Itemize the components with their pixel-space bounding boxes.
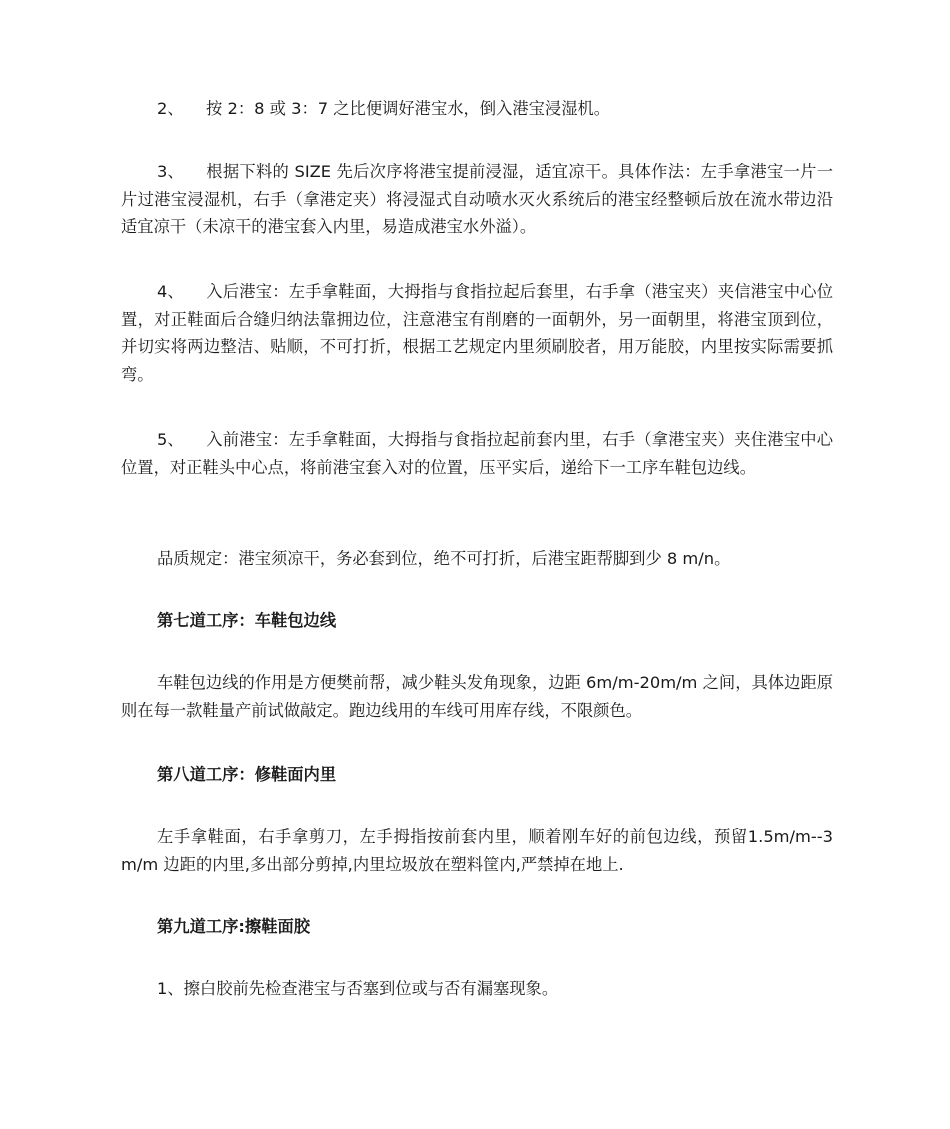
section-9-heading: 第九道工序:擦鞋面胶 — [157, 917, 311, 936]
step-5-text: 入前港宝：左手拿鞋面，大拇指与食指拉起前套内里，右手（拿港宝夹）夹住港宝中心位置，对正鞋头中心点，将前港宝套入对的位置，压平实后，递给下一工序车鞋包边线。 — [121, 430, 833, 477]
step-2-text: 按 2：8 或 3：7 之比便调好港宝水，倒入港宝浸湿机。 — [206, 99, 611, 118]
step-3-number: 3、 — [157, 162, 184, 181]
step-3-paragraph — [121, 158, 833, 241]
step-5-paragraph — [121, 426, 833, 481]
step-3-text: 根据下料的 SIZE 先后次序将港宝提前浸湿，适宜凉干。具体作法：左手拿港宝一片一片过港宝浸湿机，右手（拿港定夹）将浸湿式自动喷水灭火系统后的港宝经整顿后放在流水带边沿适宜凉干（未凉干的港宝套入内里，易造成港宝水外溢）。 — [121, 162, 833, 236]
quality-requirement: 品质规定：港宝须凉干，务必套到位，绝不可打折，后港宝距帮脚到少 8 m/n。 — [157, 549, 731, 568]
step-4-number: 4、 — [157, 282, 184, 301]
section-7-paragraph: 车鞋包边线的作用是方便樊前帮，减少鞋头发角现象，边距 6m/m-20m/m 之间，具体边距原则在每一款鞋量产前试做敲定。跑边线用的车线可用库存线，不限颜色。 — [121, 673, 833, 720]
step-4-paragraph — [121, 278, 833, 388]
step-2-paragraph — [121, 95, 833, 123]
section-9-step-1: 1、擦白胶前先检查港宝与否塞到位或与否有漏塞现象。 — [157, 979, 559, 998]
section-8-paragraph: 左手拿鞋面，右手拿剪刀，左手拇指按前套内里，顺着刚车好的前包边线，预留1.5m/m--3m/m 边距的内里,多出部分剪掉,内里垃圾放在塑料筐内,严禁掉在地上. — [121, 827, 833, 874]
step-2-number: 2、 — [157, 99, 184, 118]
step-4-text: 入后港宝：左手拿鞋面，大拇指与食指拉起后套里，右手拿（港宝夹）夹信港宝中心位置，对正鞋面后合缝归纳法靠拥边位，注意港宝有削磨的一面朝外，另一面朝里，将港宝顶到位，并切实将两边整洁、贴顺，不可打折，根据工艺规定内里须刷胶者，用万能胶，内里按实际需要抓弯。 — [121, 282, 833, 384]
step-5-number: 5、 — [157, 430, 184, 449]
section-7-heading: 第七道工序：车鞋包边线 — [157, 611, 337, 630]
section-8-heading: 第八道工序：修鞋面内里 — [157, 765, 337, 784]
